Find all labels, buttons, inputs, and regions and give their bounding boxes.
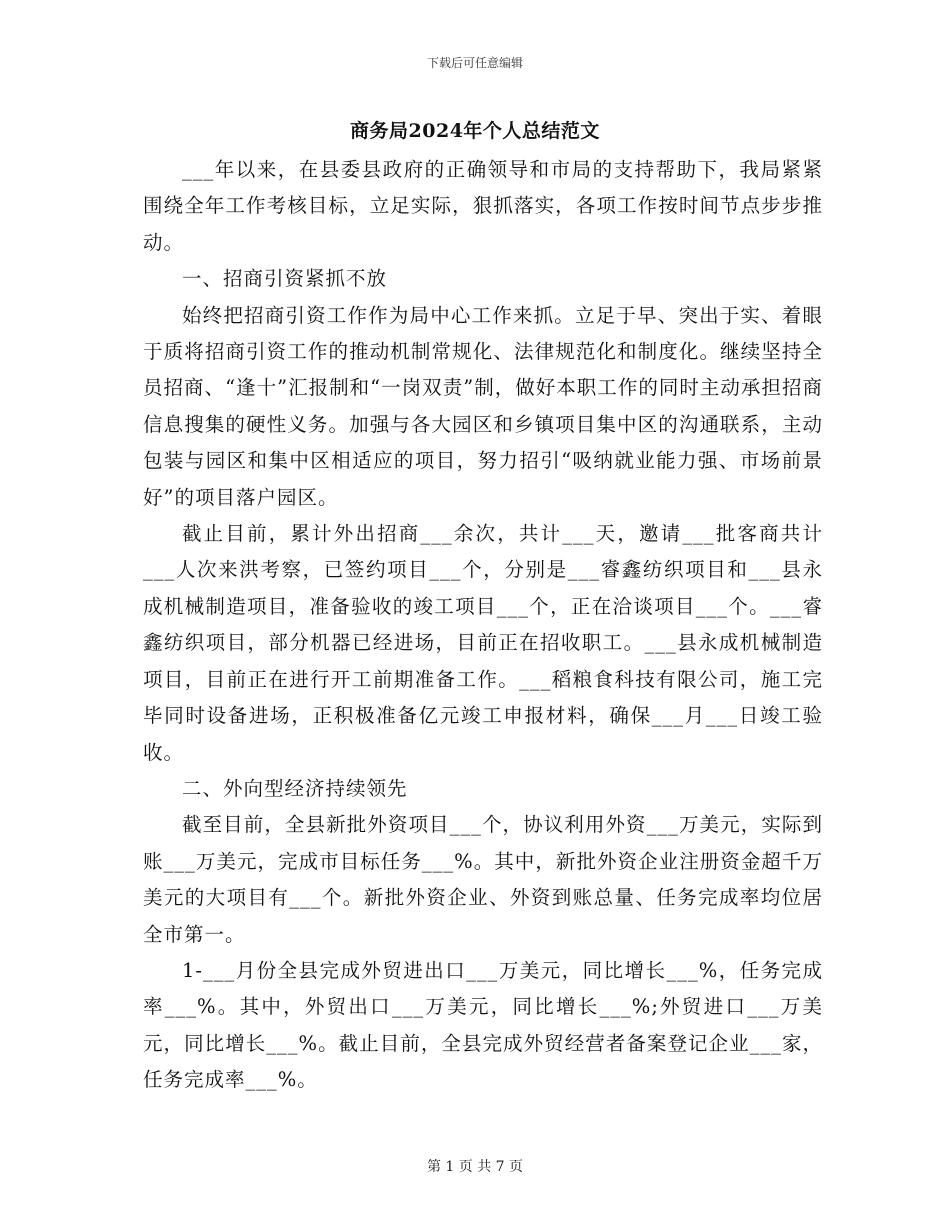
- paragraph-intro: ___年以来，在县委县政府的正确领导和市局的支持帮助下，我局紧紧围绕全年工作考核目标，立足实际，狠抓落实，各项工作按时间节点步步推动。: [143, 158, 823, 254]
- document-body: [143, 152, 823, 1099]
- section-heading-1: 一、招商引资紧抓不放: [182, 267, 388, 291]
- paragraph: 1-___月份全县完成外贸进出口___万美元，同比增长___%，任务完成率___%。其中，外贸出口___万美元，同比增长___%;外贸进口___万美元，同比增长___%。截止目前，全县完成外贸经营者备案登记企业___家，任务完成率___%。: [143, 958, 823, 1092]
- page-number: 第 1 页 共 7 页: [426, 1159, 524, 1175]
- header-note: 下载后可任意编辑: [426, 56, 523, 70]
- paragraph: 始终把招商引资工作作为局中心工作来抓。立足于早、突出于实、着眼于质将招商引资工作的推动机制常规化、法律规范化和制度化。继续坚持全员招商、“逢十”汇报制和“一岗双责”制，做好本职工作的同时主动承担招商信息搜集的硬性义务。加强与各大园区和乡镇项目集中区的沟通联系，主动包装与园区和集中区相适应的项目，努力招引“吸纳就业能力强、市场前景好”的项目落户园区。: [143, 303, 823, 509]
- paragraph: 截止目前，累计外出招商___余次，共计___天，邀请___批客商共计___人次来洪考察，已签约项目___个，分别是___睿鑫纺织项目和___县永成机械制造项目，准备验收的竣工项目___个，正在洽谈项目___个。___睿鑫纺织项目，部分机器已经进场，目前正在招收职工。___县永成机械制造项目，目前正在进行开工前期准备工作。___稻粮食科技有限公司，施工完毕同时设备进场，正积极准备亿元竣工申报材料，确保___月___日竣工验收。: [143, 522, 823, 764]
- paragraph: 截至目前，全县新批外资项目___个，协议利用外资___万美元，实际到账___万美元，完成市目标任务___%。其中，新批外资企业注册资金超千万美元的大项目有___个。新批外资企业、外资到账总量、任务完成率均位居全市第一。: [143, 813, 823, 946]
- document-title: 商务局2024年个人总结范文: [350, 120, 600, 142]
- section-heading-2: 二、外向型经济持续领先: [182, 776, 408, 800]
